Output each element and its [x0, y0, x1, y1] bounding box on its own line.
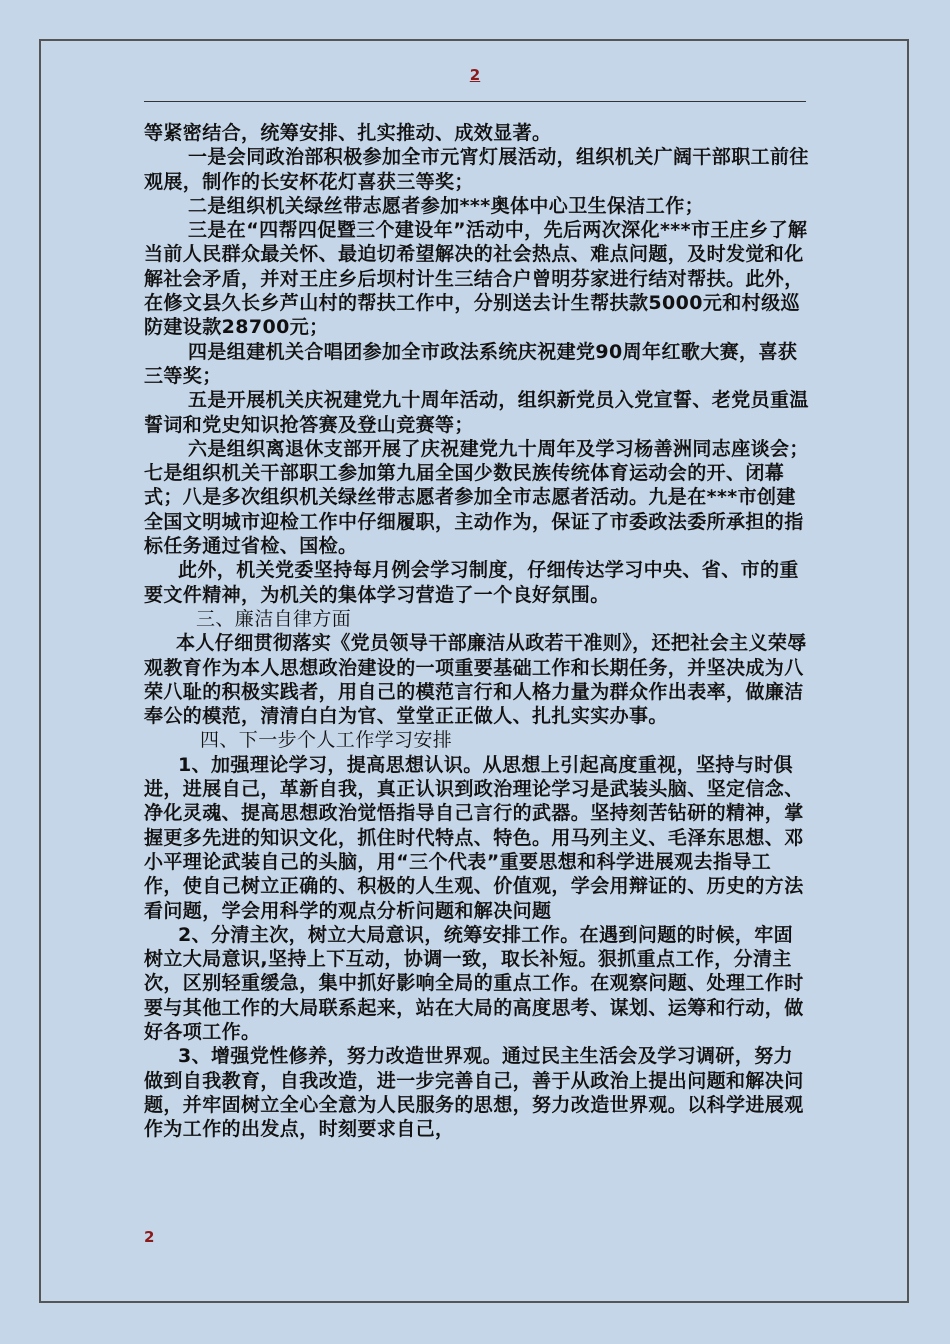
footer-page-number: 2	[144, 1228, 155, 1246]
paragraph: 3、增强党性修养，努力改造世界观。通过民主生活会及学习调研，努力做到自我教育，自我改造，进一步完善自己，善于从政治上提出问题和解决问题，并牢固树立全心全意为人民服务的思想，努力改造世界观。以科学进展观作为工作的出发点，时刻要求自己，	[144, 1045, 804, 1141]
paragraph: 二是组织机关绿丝带志愿者参加***奥体中心卫生保洁工作；	[188, 194, 705, 217]
paragraph: 2、分清主次，树立大局意识，统筹安排工作。在遇到问题的时候，牢固树立大局意识,坚持上下互动，协调一致，取长补短。狠抓重点工作，分清主次，区别轻重缓急，集中抓好影响全局的重点工作。在观察问题、处理工作时要与其他工作的大局联系起来，站在大局的高度思考、谋划、运筹和行动，做好各项工作。	[144, 923, 804, 1043]
document-body	[144, 121, 809, 1141]
paragraph: 1、加强理论学习，提高思想认识。从思想上引起高度重视，坚持与时俱进，进展自己，革新自我，真正认识到政治理论学习是武装头脑、坚定信念、净化灵魂、提高思想政治觉悟指导自己言行的武器。坚持刻苦钻研的精神，掌握更多先进的知识文化，抓住时代特点、特色。用马列主义、毛泽东思想、邓小平理论武装自己的头脑，用“三个代表”重要思想和科学进展观去指导工作，使自己树立正确的、积极的人生观、价值观，学会用辩证的、历史的方法看问题，学会用科学的观点分析问题和解决问题	[144, 753, 804, 922]
paragraph: 三是在“四帮四促暨三个建设年”活动中，先后两次深化***市王庄乡了解当前人民群众最关怀、最迫切希望解决的社会热点、难点问题，及时发觉和化解社会矛盾，并对王庄乡后坝村计生三结合户曾明芬家进行结对帮扶。此外，在修文县久长乡芦山村的帮扶工作中，分别送去计生帮扶款5000元和村级巡防建设款28700元；	[144, 219, 808, 339]
paragraph: 等紧密结合，统筹安排、扎实推动、成效显著。	[144, 122, 552, 144]
header-rule	[144, 101, 806, 102]
section-heading: 四、下一步个人工作学习安排	[200, 729, 453, 752]
section-heading: 三、廉洁自律方面	[196, 607, 352, 630]
header-page-number: 2	[469, 66, 481, 84]
paragraph: 六是组织离退休支部开展了庆祝建党九十周年及学习杨善洲同志座谈会；七是组织机关干部职工参加第九届全国少数民族传统体育运动会的开、闭幕式；八是多次组织机关绿丝带志愿者参加全市志愿者活动。九是在***市创建全国文明城市迎检工作中仔细履职，主动作为，保证了市委政法委所承担的指标任务通过省检、国检。	[144, 437, 809, 558]
paragraph: 本人仔细贯彻落实《党员领导干部廉洁从政若干准则》，还把社会主义荣辱观教育作为本人思想政治建设的一项重要基础工作和长期任务，并坚决成为八荣八耻的积极实践者，用自己的模范言行和人格力量为群众作出表率，做廉洁奉公的模范，清清白白为官、堂堂正正做人、扎扎实实办事。	[144, 632, 807, 728]
paragraph: 五是开展机关庆祝建党九十周年活动，组织新党员入党宣誓、老党员重温誓词和党史知识抢答赛及登山竞赛等；	[144, 389, 809, 436]
paragraph: 四是组建机关合唱团参加全市政法系统庆祝建党90周年红歌大赛，喜获三等奖；	[144, 340, 798, 387]
paragraph: 此外，机关党委坚持每月例会学习制度，仔细传达学习中央、省、市的重要文件精神，为机关的集体学习营造了一个良好氛围。	[144, 559, 799, 606]
paragraph: 一是会同政治部积极参加全市元宵灯展活动，组织机关广阔干部职工前往观展，制作的长安杯花灯喜获三等奖；	[144, 146, 809, 193]
